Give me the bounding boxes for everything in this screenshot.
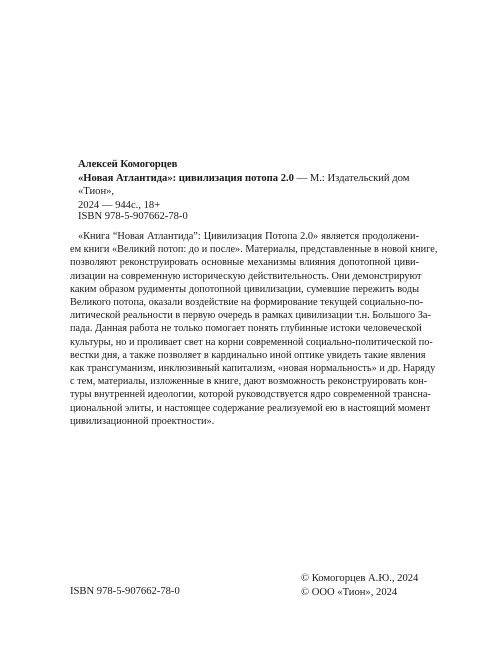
abstract-line: литической реальности в первую очередь в рамках цивилизации т.н. Большого За- — [70, 310, 431, 322]
publisher-info: — М.: Издательский дом «Тион», — [78, 172, 410, 198]
abstract-line: вестки дня, а также позволяет в кардинально иной оптике увидеть такие явления — [70, 349, 426, 361]
isbn-top: ISBN 978-5-907662-78-0 — [78, 211, 188, 222]
abstract-line: туры внутренней идеологии, которой руководствуется ядро современной трансна- — [70, 389, 431, 401]
abstract-line: с тем, материалы, изложенные в книге, дают возможность реконструировать кон- — [70, 376, 428, 388]
abstract-line: каким образом рудименты допотопной цивилизации, сумевшие пережить воды — [70, 283, 419, 295]
author-name: Алексей Комогорцев — [78, 159, 178, 170]
book-title: «Новая Атлантида»: цивилизация потопа 2.0 — [78, 172, 294, 184]
abstract-line: циональной элиты, и настоящее содержание реализуемой ею в настоящий момент — [70, 402, 431, 414]
abstract-line: ем книги «Великий потоп: до и после». Материалы, представленные в новой книге, — [70, 244, 438, 256]
abstract-line: пада. Данная работа не только помогает понять глубинные истоки человеческой — [70, 323, 422, 335]
abstract-line: «Книга “Новая Атлантида”: Цивилизация Потопа 2.0» является продолжени- — [78, 231, 419, 242]
abstract-line: культуры, но и проливает свет на корни современной социально-политической по- — [70, 336, 433, 348]
copyright-author: © Комогорцев А.Ю., 2024 — [301, 573, 419, 584]
abstract-line: цивилизационной проектности». — [70, 415, 215, 427]
abstract-line: как трансгуманизм, инклюзивный капитализм, «новая нормальность» и др. Наряду — [70, 363, 436, 375]
title-line — [70, 172, 418, 199]
publication-details: 2024 — 944с., 18+ — [78, 199, 161, 211]
abstract-line: лизации на современную историческую действительность. Они демонстрируют — [70, 270, 422, 282]
abstract-line: позволяют реконструировать основные механизмы влияния допотопной циви- — [70, 257, 419, 269]
isbn-bottom: ISBN 978-5-907662-78-0 — [70, 586, 180, 597]
abstract-line: Великого потопа, оказали воздействие на формирование текущей социально-по- — [70, 297, 424, 309]
abstract-paragraph — [70, 230, 438, 428]
bibliographic-header — [70, 158, 418, 212]
copyright-publisher: © ООО «Тион», 2024 — [301, 587, 398, 598]
copyright-block — [301, 572, 418, 600]
